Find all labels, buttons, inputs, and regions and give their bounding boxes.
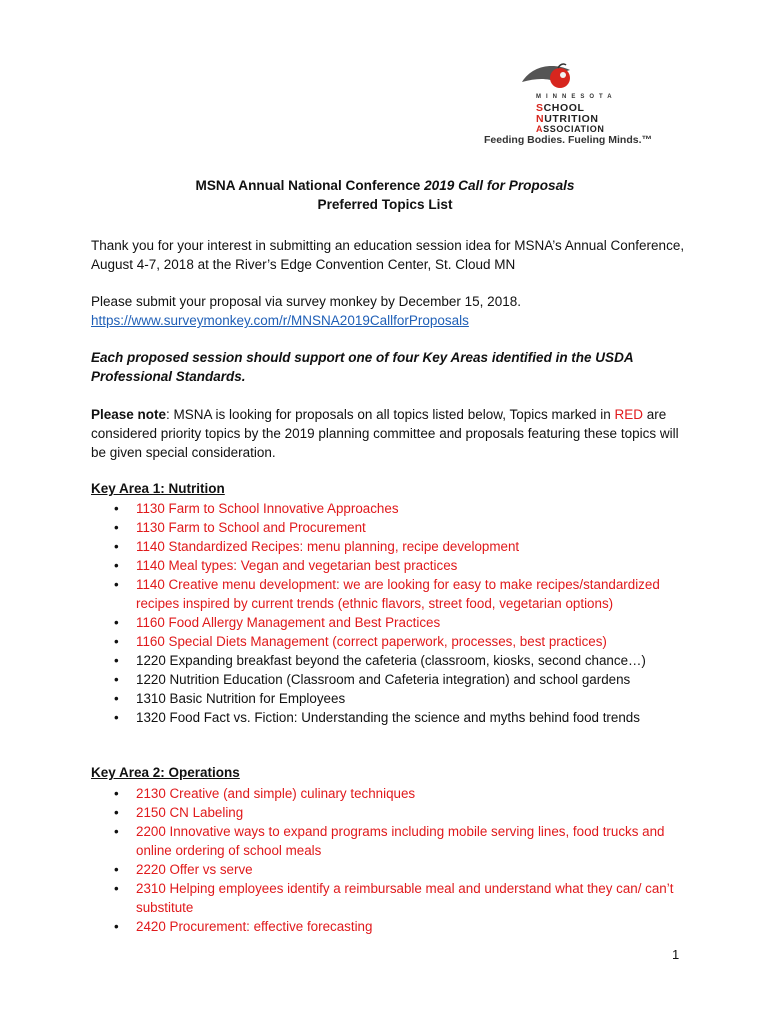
- topic-text: 2200 Innovative ways to expand programs including mobile serving lines, food trucks and online ordering of school meals: [136, 824, 665, 858]
- topic-item: [114, 651, 674, 670]
- topic-text: 1130 Farm to School and Procurement: [136, 520, 366, 535]
- bullet-icon: •: [114, 558, 119, 573]
- topic-item: [114, 518, 674, 537]
- topic-text: 2130 Creative (and simple) culinary techniques: [136, 786, 416, 801]
- bullet-icon: •: [114, 672, 119, 687]
- topic-text: 1160 Food Allergy Management and Best Practices: [136, 615, 441, 630]
- logo-state-text: MINNESOTA: [536, 94, 617, 100]
- topic-item: [114, 670, 674, 689]
- bullet-icon: •: [114, 691, 119, 706]
- bullet-icon: •: [114, 919, 119, 934]
- bullet-icon: •: [114, 824, 119, 839]
- topic-item: [114, 575, 674, 613]
- submit-text: Please submit your proposal via survey monkey by December 15, 2018.: [91, 294, 521, 309]
- bird-apple-logo-icon: [518, 62, 578, 98]
- topic-text: 1220 Nutrition Education (Classroom and Cafeteria integration) and school gardens: [136, 672, 631, 687]
- key-area-2-list: [114, 784, 674, 936]
- topic-item: [114, 803, 674, 822]
- topic-text: 1160 Special Diets Management (correct paperwork, processes, best practices): [136, 634, 607, 649]
- topic-item: [114, 537, 674, 556]
- topic-item: [114, 822, 674, 860]
- bullet-icon: •: [114, 881, 119, 896]
- submit-paragraph: [91, 292, 691, 330]
- topic-text: 1220 Expanding breakfast beyond the cafeteria (classroom, kiosks, second chance…): [136, 653, 646, 668]
- topic-item: [114, 860, 674, 879]
- document-title: MSNA Annual National Conference 2019 Call for Proposals: [195, 178, 575, 193]
- bullet-icon: •: [114, 539, 119, 554]
- topic-item: [114, 613, 674, 632]
- topic-item: [114, 499, 674, 518]
- logo-line-school: SCHOOL: [536, 102, 585, 114]
- topic-text: 2220 Offer vs serve: [136, 862, 253, 877]
- bullet-icon: •: [114, 805, 119, 820]
- logo-line-association: ASSOCIATION: [536, 124, 605, 134]
- topic-item: [114, 917, 674, 936]
- bullet-icon: •: [114, 577, 119, 592]
- topic-item: [114, 556, 674, 575]
- priority-note: Please note: MSNA is looking for proposals on all topics listed below, Topics marked in RED are considered priority topics by the 2019 planning committee and proposals featuring these topics will be given special consideration.: [91, 407, 679, 460]
- bullet-icon: •: [114, 653, 119, 668]
- key-area-1-heading: Key Area 1: Nutrition: [91, 481, 225, 496]
- topic-text: 2420 Procurement: effective forecasting: [136, 919, 373, 934]
- document-subtitle: Preferred Topics List: [317, 197, 453, 212]
- topic-text: 1130 Farm to School Innovative Approaches: [136, 501, 399, 516]
- topic-text: 1310 Basic Nutrition for Employees: [136, 691, 346, 706]
- topic-text: 1140 Creative menu development: we are looking for easy to make recipes/standardized recipes inspired by current trends (ethnic flavors, street food, vegetarian options): [136, 577, 660, 611]
- key-areas-note: Each proposed session should support one of four Key Areas identified in the USDA Professional Standards.: [91, 350, 634, 384]
- bullet-icon: •: [114, 786, 119, 801]
- bullet-icon: •: [114, 520, 119, 535]
- logo-line-nutrition: NUTRITION: [536, 113, 599, 125]
- topic-item: [114, 879, 674, 917]
- topic-item: [114, 689, 674, 708]
- key-area-2-heading: Key Area 2: Operations: [91, 765, 240, 780]
- topic-text: 1320 Food Fact vs. Fiction: Understanding the science and myths behind food trends: [136, 710, 640, 725]
- topic-text: 2150 CN Labeling: [136, 805, 244, 820]
- topic-item: [114, 784, 674, 803]
- key-area-1-list: [114, 499, 674, 727]
- survey-link[interactable]: https://www.surveymonkey.com/r/MNSNA2019CallforProposals: [91, 313, 469, 328]
- bullet-icon: •: [114, 710, 119, 725]
- intro-paragraph: Thank you for your interest in submitting an education session idea for MSNA’s Annual Conference, August 4-7, 2018 at the River’s Edge Convention Center, St. Cloud MN: [91, 238, 685, 272]
- bullet-icon: •: [114, 634, 119, 649]
- logo-tagline: Feeding Bodies. Fueling Minds.™: [484, 134, 653, 146]
- topic-text: 1140 Standardized Recipes: menu planning, recipe development: [136, 539, 520, 554]
- topic-item: [114, 708, 674, 727]
- bullet-icon: •: [114, 501, 119, 516]
- page-number: 1: [672, 947, 680, 962]
- bullet-icon: •: [114, 615, 119, 630]
- topic-item: [114, 632, 674, 651]
- topic-text: 1140 Meal types: Vegan and vegetarian best practices: [136, 558, 458, 573]
- msna-logo: [484, 62, 664, 152]
- topic-text: 2310 Helping employees identify a reimbursable meal and understand what they can/ can’t substitute: [136, 881, 674, 915]
- bullet-icon: •: [114, 862, 119, 877]
